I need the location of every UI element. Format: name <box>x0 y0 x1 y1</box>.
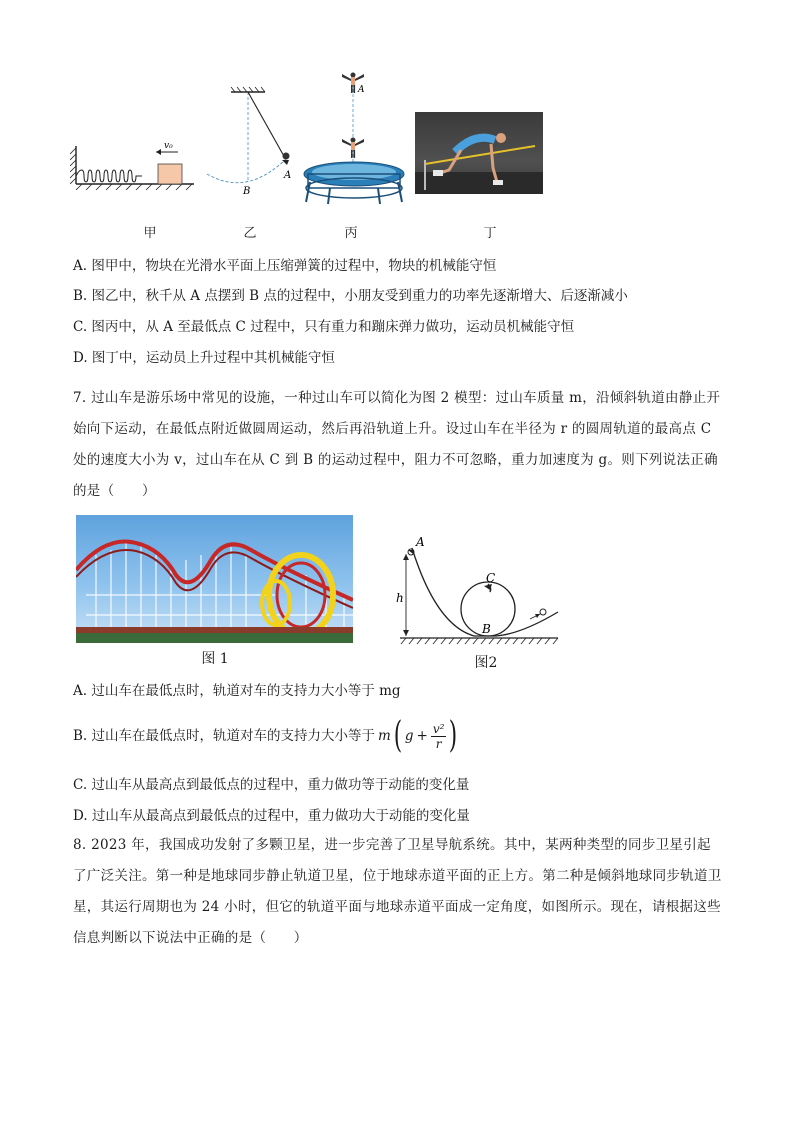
figure-label-bing: 丙 <box>344 226 358 241</box>
figure-1-caption: 图 1 <box>201 651 229 667</box>
v0-label: v₀ <box>164 141 173 151</box>
label-a: A <box>358 85 365 95</box>
q8-question-text: 8. 2023 年，我国成功发射了多颗卫星，进一步完善了卫星导航系统。其中，某两种类型的同步卫星引起了广泛关注。第一种是地球同步静止轨道卫星，位于地球赤道平面的正上方。第二种是倾斜地球同步轨道卫星，其运行周期也为 24 小时，但它的轨道平面与地球赤道平面成一定角度，如图所示。现在，请根据这些信息判断以下说法中正确的是（ ） <box>73 837 722 946</box>
math-numerator: v² <box>432 721 445 736</box>
q7-option-c: C. 过山车从最高点到最低点的过程中，重力做功等于动能的变化量 <box>73 777 470 793</box>
figure-jia <box>70 138 200 190</box>
label-c: C <box>486 571 496 585</box>
math-fraction <box>431 722 447 751</box>
figure-label-jia: 甲 <box>143 226 157 241</box>
q6-option-c: C. 图丙中，从 A 至最低点 C 过程中，只有重力和蹦床弹力做功，运动员机械能守恒 <box>73 319 575 335</box>
q6-option-d: D. 图丁中，运动员上升过程中其机械能守恒 <box>73 350 335 366</box>
math-paren-close: ) <box>449 715 458 756</box>
label-b: B <box>243 186 251 196</box>
figure-label-ding: 丁 <box>483 226 497 241</box>
q7-option-b-text: B. 过山车在最低点时，轨道对车的支持力大小等于 <box>73 728 376 744</box>
q7-option-a: A. 过山车在最低点时，轨道对车的支持力大小等于 mg <box>73 683 401 699</box>
q7-option-d: D. 过山车从最高点到最低点的过程中，重力做功大于动能的变化量 <box>73 808 470 824</box>
math-paren-open: ( <box>393 715 403 756</box>
q7-question-text: 7. 过山车是游乐场中常见的设施，一种过山车可以简化为图 2 模型：过山车质量 m，沿倾斜轨道由静止开始向下运动，在最低点附近做圆周运动，然后再沿轨道上升。设过山车在半径为 r 的圆周轨道的最高点 C 处的速度大小为 v，过山车在从 C 到 B 的运动过程中，阻力不可忽略，重力加速度为 g。则下列说法正确的是（ ） <box>73 390 721 499</box>
q6-option-a: A. 图甲中，物块在光滑水平面上压缩弹簧的过程中，物块的机械能守恒 <box>73 258 497 274</box>
q6-option-b: B. 图乙中，秋千从 A 点摆到 B 点的过程中，小朋友受到重力的功率先逐渐增大、后逐渐减小 <box>73 288 628 304</box>
q7-option-b <box>73 714 460 758</box>
math-m: m <box>378 728 391 744</box>
figure-bing <box>300 70 410 210</box>
label-b: B <box>482 622 491 636</box>
math-g: g <box>404 728 414 744</box>
label-h: h <box>396 591 404 605</box>
figure-yi <box>205 86 305 196</box>
pole-vault-photo <box>415 112 543 194</box>
figure-2-caption: 图2 <box>474 655 498 671</box>
figure-label-yi: 乙 <box>243 226 257 241</box>
figure-2-loop-diagram <box>396 530 561 648</box>
roller-coaster-photo <box>76 515 353 643</box>
math-denominator: r <box>435 736 442 751</box>
label-a: A <box>416 535 425 549</box>
label-a: A <box>284 170 292 181</box>
math-plus: + <box>416 728 428 744</box>
